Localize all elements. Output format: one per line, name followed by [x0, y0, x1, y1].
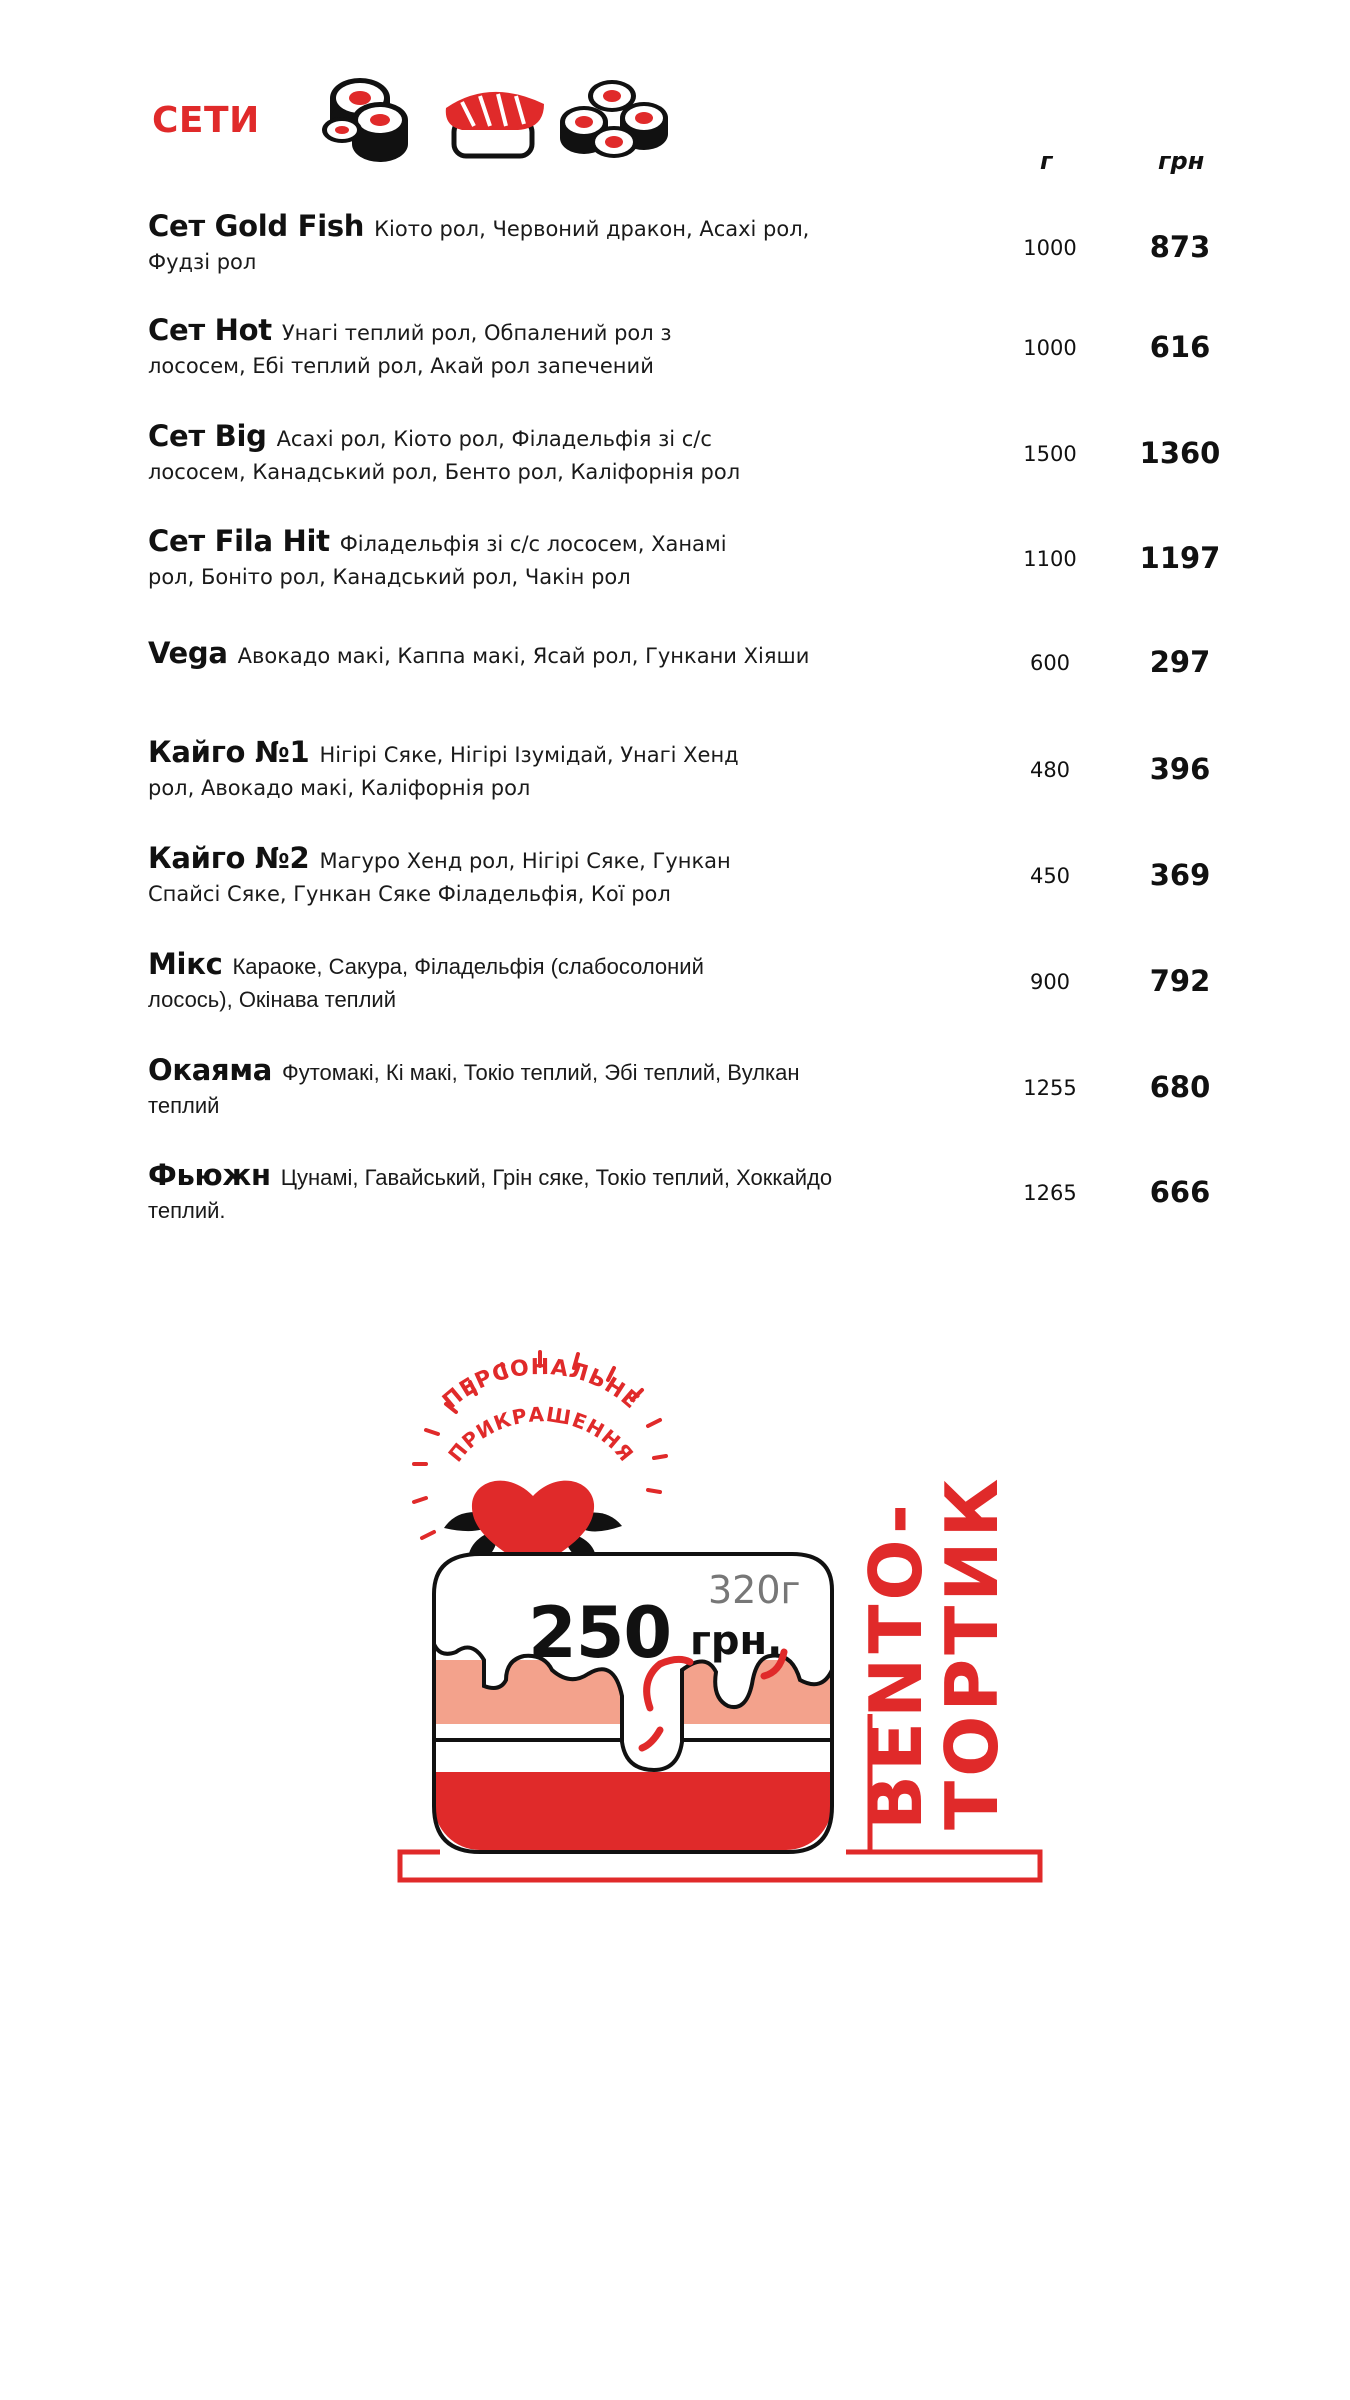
item-weight: 1265 [1023, 1181, 1077, 1205]
item-name: Vega [148, 636, 228, 670]
maki-rolls-icon [560, 80, 668, 158]
item-price: 616 [1149, 330, 1211, 364]
item-description: Кіото рол, Червоний дракон, Асахі рол, Фудзі рол [148, 217, 810, 274]
item-description: Нігірі Сяке, Нігірі Ізумідай, Унагі Хенд рол, Авокадо макі, Каліфорнія рол [148, 743, 739, 800]
list-item [0, 300, 1350, 400]
sushi-rolls-icon [322, 78, 408, 162]
list-item [0, 617, 1350, 717]
badge-line1: ПЕРСОНАЛЬНЕ [438, 1355, 645, 1415]
menu-header [0, 0, 1350, 190]
item-description-block [148, 314, 768, 383]
item-price: 396 [1149, 752, 1211, 786]
item-description-block [148, 210, 868, 279]
item-name: Сет Big [148, 419, 267, 453]
badge-line2: ПРИКРАШЕННЯ [443, 1401, 639, 1467]
item-description-block [148, 525, 768, 594]
item-description: Унагі теплий рол, Обпалений рол з лососем, Ебі теплий рол, Акай рол запечений [148, 321, 672, 378]
item-name: Фьюжн [148, 1158, 271, 1192]
item-weight: 1255 [1023, 1076, 1077, 1100]
item-weight: 1000 [1023, 336, 1077, 360]
item-description-block [148, 736, 768, 805]
item-description: Філадельфія зі с/с лососем, Ханамі рол, Боніто рол, Канадський рол, Чакін рол [148, 532, 727, 589]
item-description: Магуро Хенд рол, Нігірі Сяке, Гункан Спайсі Сяке, Гункан Сяке Філадельфія, Кої рол [148, 849, 731, 906]
item-weight: 1100 [1023, 547, 1077, 571]
bento-cake-promo [360, 1340, 1060, 1900]
nigiri-icon [446, 92, 544, 156]
item-description-block [148, 637, 868, 673]
weight-column-header: г [1040, 147, 1053, 175]
list-item [0, 1145, 1350, 1245]
bento-title-line1: BENTO- [854, 1500, 938, 1830]
bento-title-line2: ТОРТИК [930, 1474, 1014, 1830]
item-description-block [148, 420, 798, 489]
bento-weight: 320г [708, 1568, 801, 1612]
item-weight: 600 [1029, 651, 1071, 675]
item-weight: 1000 [1023, 236, 1077, 260]
item-weight: 1500 [1023, 442, 1077, 466]
list-item [0, 1040, 1350, 1140]
item-weight: 450 [1029, 864, 1071, 888]
bento-price-unit: грн. [690, 1618, 783, 1664]
item-price: 666 [1149, 1175, 1211, 1209]
cake-tray [400, 1852, 1040, 1880]
item-price: 792 [1149, 964, 1211, 998]
item-description-block [148, 842, 748, 911]
item-price: 1360 [1139, 436, 1221, 470]
item-price: 873 [1149, 230, 1211, 264]
list-item [0, 722, 1350, 822]
section-title: СЕТИ [152, 100, 260, 141]
list-item [0, 828, 1350, 928]
item-description: Караоке, Сакура, Філадельфія (слабосолоний лосось), Окінава теплий [148, 954, 704, 1012]
item-price: 369 [1149, 858, 1211, 892]
bento-price: 250 [528, 1592, 672, 1674]
item-description: Футомакі, Кі макі, Токіо теплий, Эбі теплий, Вулкан теплий [148, 1060, 800, 1118]
item-name: Мікс [148, 947, 223, 981]
item-name: Кайго №1 [148, 735, 310, 769]
item-description-block [148, 1054, 848, 1122]
item-description: Асахі рол, Кіото рол, Філадельфія зі с/с лососем, Канадський рол, Бенто рол, Каліфорнія рол [148, 427, 741, 484]
bento-title [854, 1474, 1014, 1830]
item-weight: 900 [1029, 970, 1071, 994]
price-column-header: грн [1158, 147, 1205, 175]
item-description-block [148, 1159, 868, 1227]
item-name: Сет Gold Fish [148, 209, 365, 243]
item-description: Цунамі, Гавайський, Грін сяке, Токіо теплий, Хоккайдо теплий. [148, 1165, 833, 1223]
item-description: Авокадо макі, Каппа макі, Ясай рол, Гункани Хіяши [237, 644, 810, 668]
list-item [0, 511, 1350, 611]
item-description-block [148, 948, 748, 1016]
item-price: 1197 [1139, 541, 1221, 575]
item-name: Окаяма [148, 1053, 272, 1087]
item-price: 680 [1149, 1070, 1211, 1104]
sushi-illustration [322, 68, 682, 168]
item-price: 297 [1149, 645, 1211, 679]
list-item [0, 210, 1350, 310]
item-name: Сет Hot [148, 313, 272, 347]
item-weight: 480 [1029, 758, 1071, 782]
list-item [0, 406, 1350, 506]
item-name: Сет Fila Hit [148, 524, 330, 558]
list-item [0, 934, 1350, 1034]
item-name: Кайго №2 [148, 841, 310, 875]
